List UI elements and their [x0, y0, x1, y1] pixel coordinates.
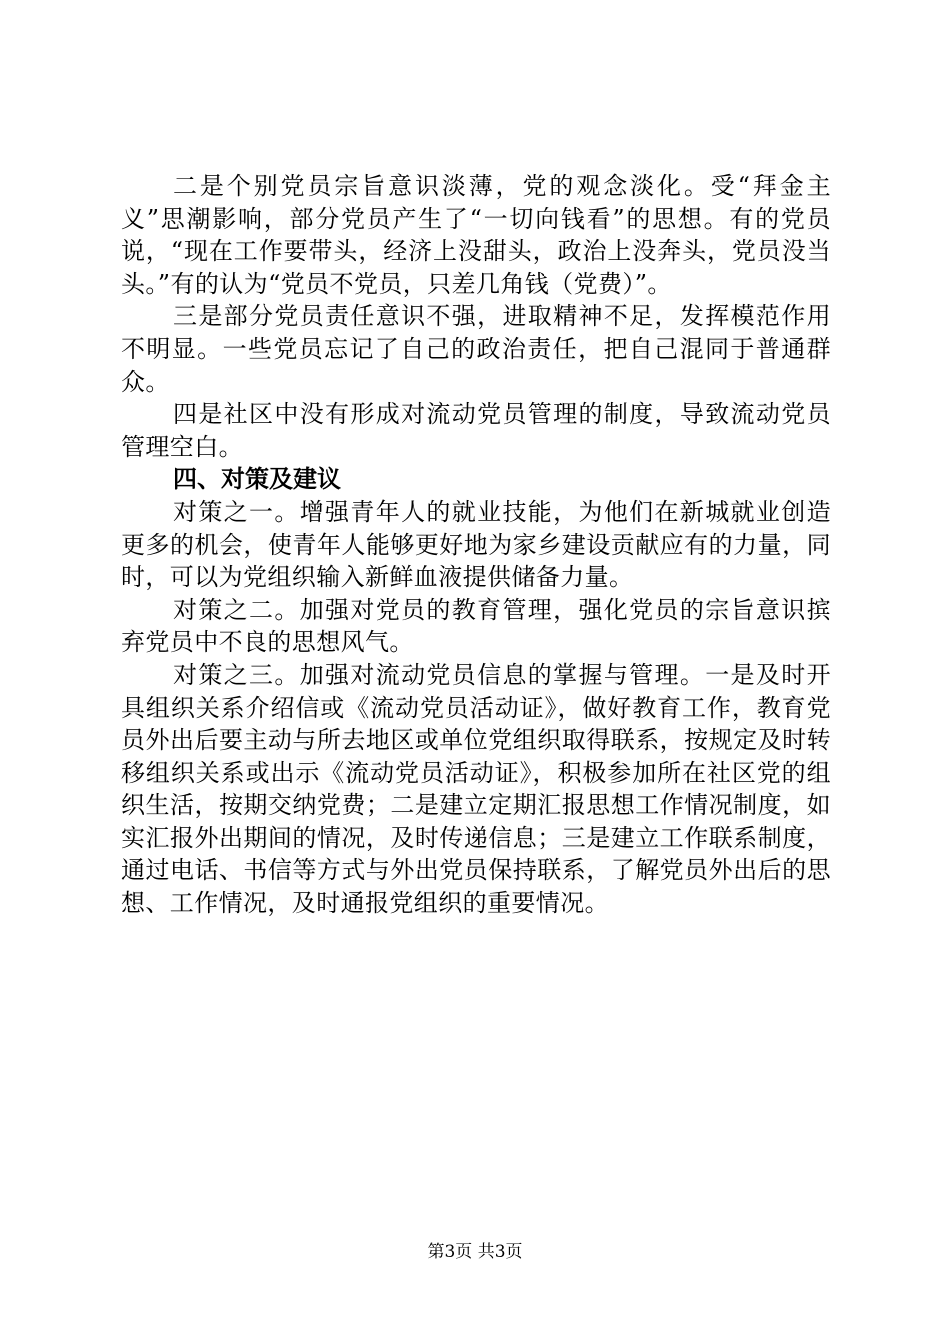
section-heading: 四、对策及建议 — [173, 465, 341, 494]
paragraph-measure-one: 对策之一。增强青年人的就业技能，为他们在新城就业创造更多的机会，使青年人能够更好地为家乡建设贡献应有的力量，同时，可以为党组织输入新鲜血液提供储备力量。 — [121, 497, 831, 592]
paragraph-fourth-issue: 四是社区中没有形成对流动党员管理的制度，导致流动党员管理空白。 — [121, 400, 831, 461]
paragraph-third-issue: 三是部分党员责任意识不强，进取精神不足，发挥模范作用不明显。一些党员忘记了自己的政治责任，把自己混同于普通群众。 — [121, 302, 831, 396]
document-body — [121, 170, 831, 920]
page-number-footer: 第3页 共3页 — [427, 1242, 523, 1262]
paragraph-second-issue: 二是个别党员宗旨意识淡薄，党的观念淡化。受“拜金主义”思潮影响，部分党员产生了“一切向钱看”的思想。有的党员说，“现在工作要带头，经济上没甜头，政治上没奔头，党员没当头。”有的认为“党员不党员，只差几角钱（党费）”。 — [121, 172, 831, 298]
paragraph-measure-three: 对策之三。加强对流动党员信息的掌握与管理。一是及时开具组织关系介绍信或《流动党员活动证》，做好教育工作，教育党员外出后要主动与所去地区或单位党组织取得联系，按规定及时转移组织关系或出示《流动党员活动证》，积极参加所在社区党的组织生活，按期交纳党费；二是建立定期汇报思想工作情况制度，如实汇报外出期间的情况，及时传递信息；三是建立工作联系制度，通过电话、书信等方式与外出党员保持联系，了解党员外出后的思想、工作情况，及时通报党组织的重要情况。 — [121, 660, 831, 918]
paragraph-measure-two: 对策之二。加强对党员的教育管理，强化党员的宗旨意识摈弃党员中不良的思想风气。 — [121, 595, 831, 657]
